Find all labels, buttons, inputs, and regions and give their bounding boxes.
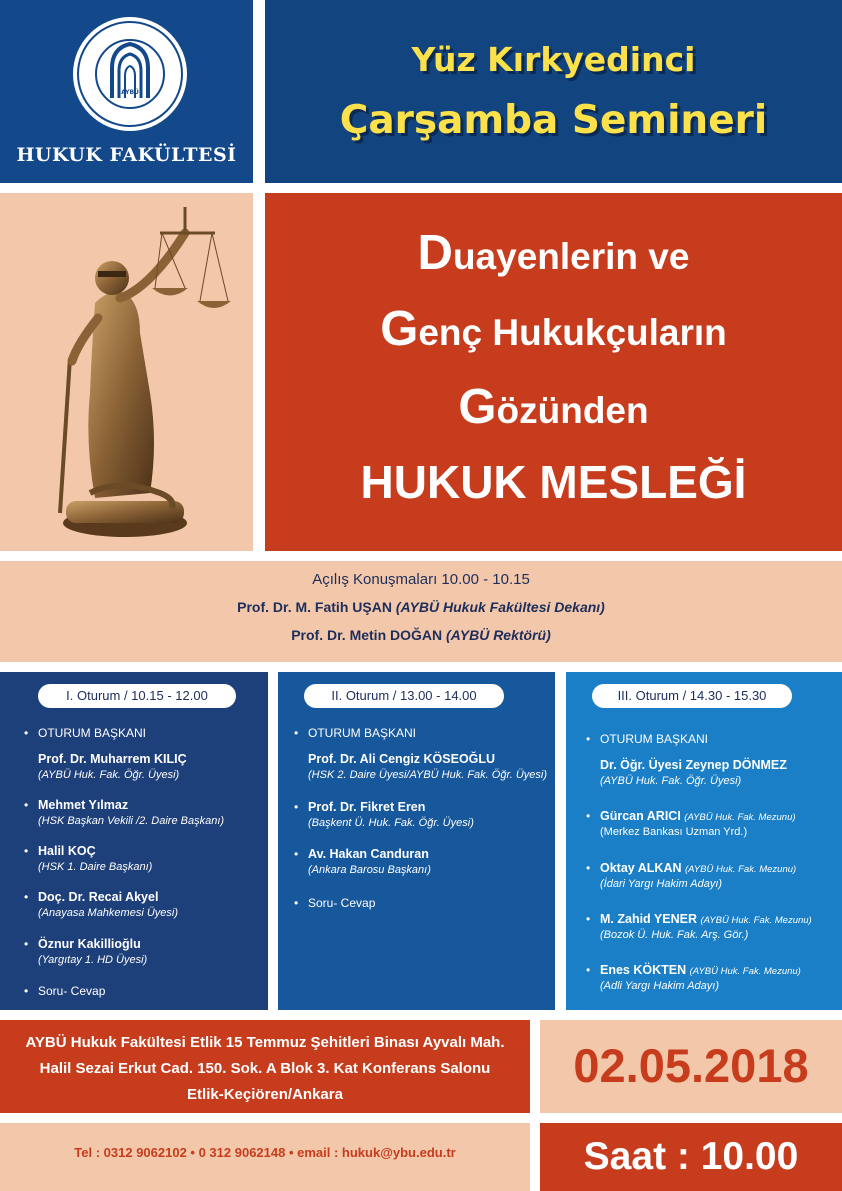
session-2-panel: [278, 672, 555, 1010]
opening-label: Açılış Konuşmaları 10.00 - 10.15: [312, 571, 530, 588]
contact-info: Tel : 0312 9062102 • 0 312 9062148 • email : hukuk@ybu.edu.tr: [74, 1145, 456, 1160]
session-1-qa: • Soru- Cevap: [24, 984, 106, 998]
session-2-chair: Prof. Dr. Ali Cengiz KÖSEOĞLU (HSK 2. Daire Üyesi/AYBÜ Huk. Fak. Öğr. Üyesi): [308, 752, 547, 781]
seminar-title-line2: Çarşamba Semineri: [339, 98, 768, 143]
event-date: 02.05.2018: [573, 1039, 809, 1092]
university-emblem-icon: [70, 14, 190, 134]
session-3-panel: [566, 672, 842, 1010]
university-logo-panel: [0, 0, 253, 183]
session-1-chair-label: • OTURUM BAŞKANI: [24, 726, 147, 740]
session-2-speaker-1: • Prof. Dr. Fikret Eren (Başkent Ü. Huk. Fak. Öğr. Üyesi): [294, 800, 474, 829]
seminar-title-line1: Yüz Kırkyedinci: [411, 40, 696, 79]
session-2-qa: • Soru- Cevap: [294, 896, 376, 910]
faculty-name: HUKUK FAKÜLTESİ: [16, 144, 237, 166]
topic-line3: Gözünden: [458, 380, 649, 434]
session-3-speaker-3: • M. Zahid YENER (AYBÜ Huk. Fak. Mezunu) (Bozok Ü. Huk. Fak. Arş. Gör.): [586, 912, 812, 941]
address-panel: [0, 1020, 530, 1113]
session-2-title: II. Oturum / 13.00 - 14.00: [304, 684, 504, 708]
address-line-2: Halil Sezai Erkut Cad. 150. Sok. A Blok 3. Kat Konferans Salonu: [39, 1060, 491, 1077]
emblem-center-text: AYBÜ: [121, 89, 139, 96]
address-line-3: Etlik-Keçiören/Ankara: [187, 1086, 343, 1103]
session-2-chair-label: • OTURUM BAŞKANI: [294, 726, 417, 740]
session-1-speaker-3: • Doç. Dr. Recai Akyel (Anayasa Mahkemesi Üyesi): [24, 890, 178, 919]
time-panel: [540, 1123, 842, 1191]
topic-line2: Genç Hukukçuların: [380, 302, 727, 356]
opening-speaker-1: Prof. Dr. M. Fatih UŞAN (AYBÜ Hukuk Fakültesi Dekanı): [237, 599, 605, 615]
session-2-speaker-2: • Av. Hakan Canduran (Ankara Barosu Başkanı): [294, 847, 431, 876]
lady-justice-statue-image: [0, 193, 253, 551]
seminar-title-panel: [265, 0, 842, 183]
topic-line4: HUKUK MESLEĞİ: [360, 456, 747, 508]
session-3-chair-label: • OTURUM BAŞKANI: [586, 732, 709, 746]
date-panel: [540, 1020, 842, 1113]
session-1-speaker-1: • Mehmet Yılmaz (HSK Başkan Vekili /2. Daire Başkanı): [24, 798, 225, 827]
session-1-speaker-2: • Halil KOÇ (HSK 1. Daire Başkanı): [24, 844, 153, 873]
opening-speeches-panel: [0, 561, 842, 662]
session-3-speaker-1: • Gürcan ARICI (AYBÜ Huk. Fak. Mezunu) (Merkez Bankası Uzman Yrd.): [586, 809, 796, 838]
session-3-title: III. Oturum / 14.30 - 15.30: [592, 684, 792, 708]
session-3-speaker-2: • Oktay ALKAN (AYBÜ Huk. Fak. Mezunu) (İdari Yargı Hakim Adayı): [586, 861, 797, 890]
session-1-speaker-4: • Öznur Kakillioğlu (Yargıtay 1. HD Üyesi): [24, 937, 148, 966]
topic-panel: [265, 193, 842, 551]
contact-panel: [0, 1123, 530, 1191]
session-1-title: I. Oturum / 10.15 - 12.00: [38, 684, 236, 708]
justice-statue-panel: [0, 193, 253, 551]
topic-line1: Duayenlerin ve: [417, 226, 690, 280]
session-1-panel: [0, 672, 268, 1010]
address-line-1: AYBÜ Hukuk Fakültesi Etlik 15 Temmuz Şehitleri Binası Ayvalı Mah.: [25, 1034, 505, 1051]
opening-speaker-2: Prof. Dr. Metin DOĞAN (AYBÜ Rektörü): [291, 627, 551, 643]
session-1-chair: Prof. Dr. Muharrem KILIÇ (AYBÜ Huk. Fak. Öğr. Üyesi): [38, 752, 187, 781]
event-time: Saat : 10.00: [583, 1135, 799, 1178]
session-3-chair: Dr. Öğr. Üyesi Zeynep DÖNMEZ (AYBÜ Huk. Fak. Öğr. Üyesi): [600, 758, 787, 787]
session-3-speaker-4: • Enes KÖKTEN (AYBÜ Huk. Fak. Mezunu) (Adli Yargı Hakim Adayı): [586, 963, 801, 992]
